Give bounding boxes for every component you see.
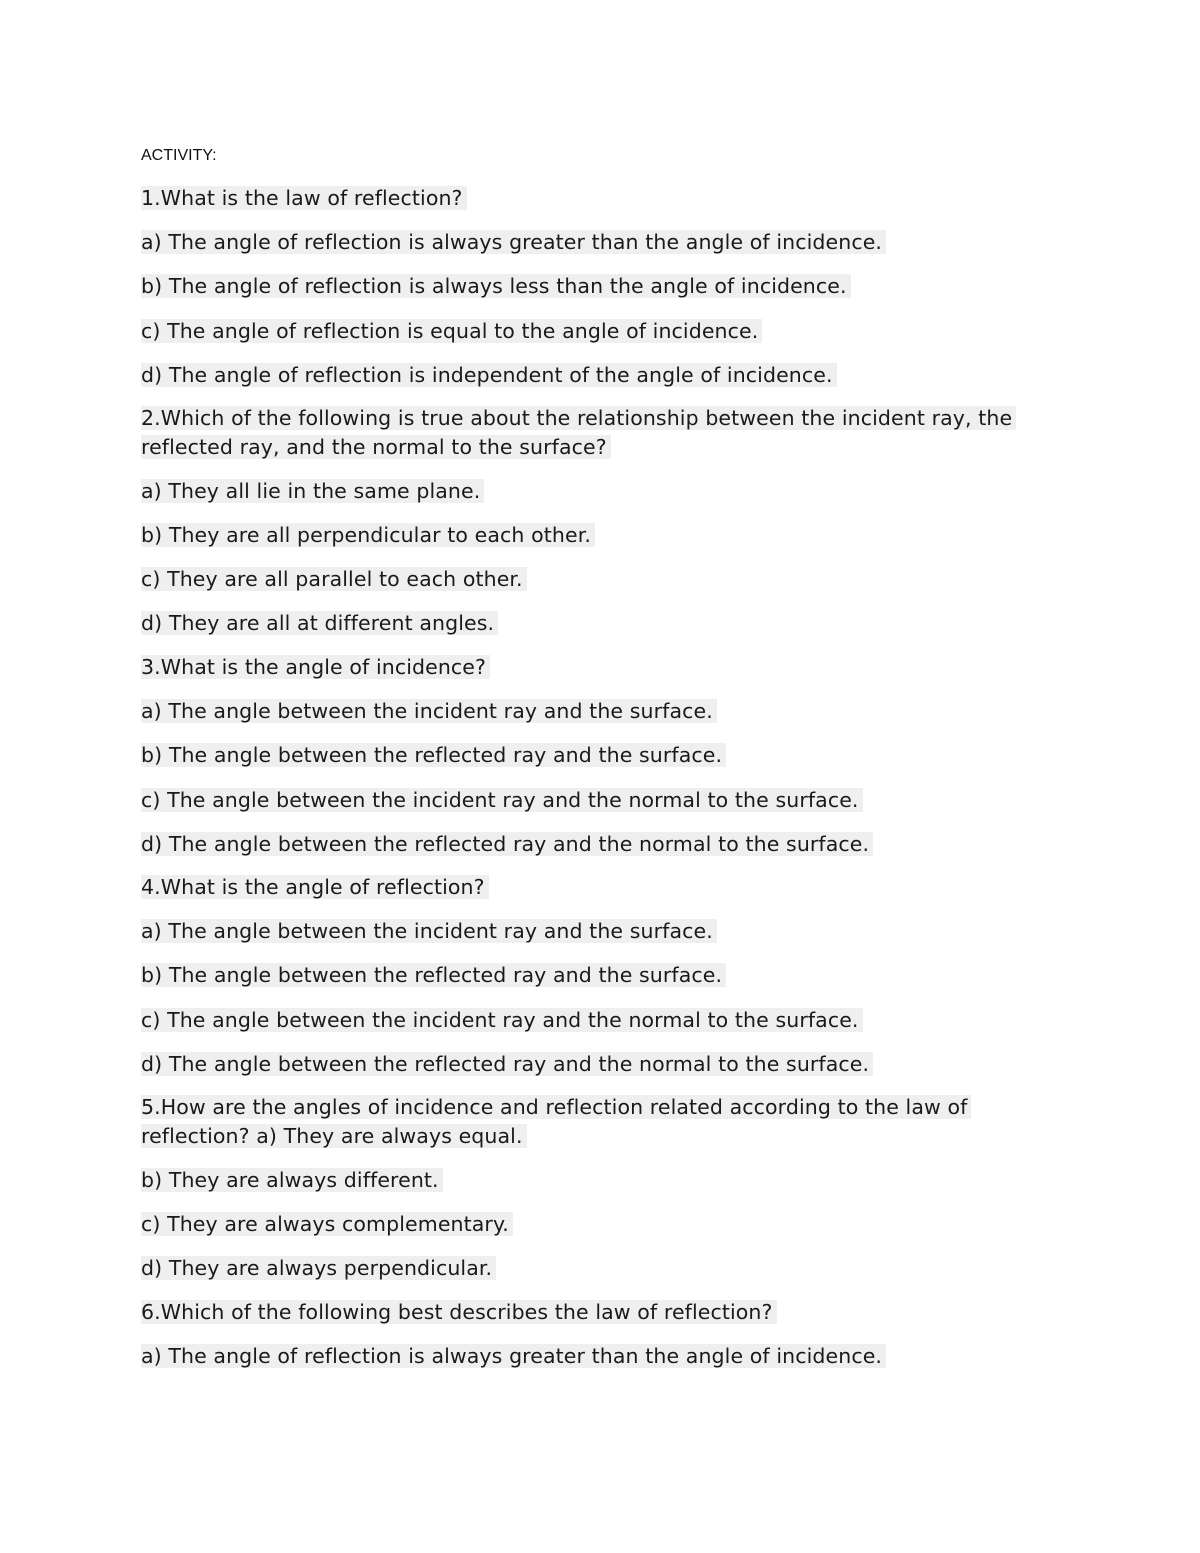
question-6: 6.Which of the following best describes the law of reflection?	[141, 1298, 777, 1327]
q3-option-b: b) The angle between the reflected ray and the surface.	[141, 741, 726, 770]
q2-option-c: c) They are all parallel to each other.	[141, 565, 527, 594]
q1-option-d: d) The angle of reflection is independent of the angle of incidence.	[141, 361, 837, 390]
question-4: 4.What is the angle of reflection?	[141, 873, 489, 902]
q6-option-a: a) The angle of reflection is always greater than the angle of incidence.	[141, 1342, 886, 1371]
q3-option-c: c) The angle between the incident ray and the normal to the surface.	[141, 786, 863, 815]
q4-option-c: c) The angle between the incident ray and the normal to the surface.	[141, 1006, 863, 1035]
q2-option-b: b) They are all perpendicular to each other.	[141, 521, 595, 550]
q5-option-b: b) They are always different.	[141, 1166, 443, 1195]
q4-option-a: a) The angle between the incident ray and the surface.	[141, 917, 717, 946]
q5-option-d: d) They are always perpendicular.	[141, 1254, 496, 1283]
q2-option-d: d) They are all at different angles.	[141, 609, 498, 638]
q1-option-a: a) The angle of reflection is always greater than the angle of incidence.	[141, 228, 886, 257]
question-5: 5.How are the angles of incidence and reflection related according to the law of reflection? a) They are always equal.	[141, 1093, 1061, 1150]
q4-option-b: b) The angle between the reflected ray and the surface.	[141, 961, 726, 990]
q2-option-a: a) They all lie in the same plane.	[141, 477, 484, 506]
q1-option-c: c) The angle of reflection is equal to the angle of incidence.	[141, 317, 762, 346]
q3-option-d: d) The angle between the reflected ray and the normal to the surface.	[141, 830, 873, 859]
activity-heading: ACTIVITY:	[141, 147, 217, 164]
question-1: 1.What is the law of reflection?	[141, 184, 467, 213]
question-3: 3.What is the angle of incidence?	[141, 653, 490, 682]
question-2: 2.Which of the following is true about the relationship between the incident ray, the reflected ray, and the normal to the surface?	[141, 404, 1061, 461]
q5-option-c: c) They are always complementary.	[141, 1210, 513, 1239]
q1-option-b: b) The angle of reflection is always less than the angle of incidence.	[141, 272, 851, 301]
q3-option-a: a) The angle between the incident ray and the surface.	[141, 697, 717, 726]
q4-option-d: d) The angle between the reflected ray and the normal to the surface.	[141, 1050, 873, 1079]
